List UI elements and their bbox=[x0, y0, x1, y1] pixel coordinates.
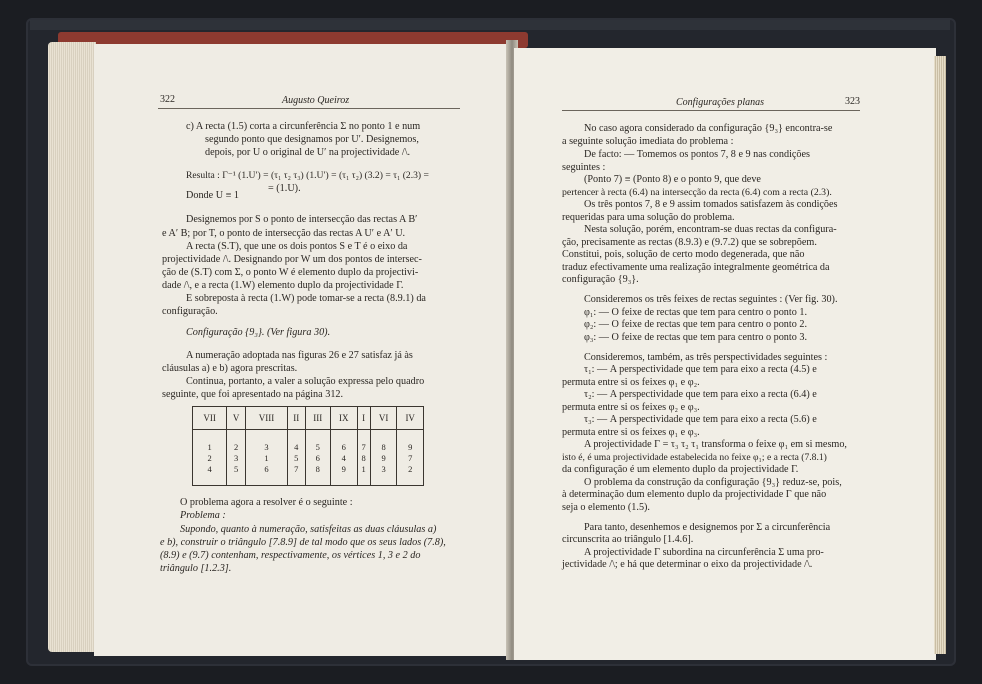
left-line: ção de (S.T) com Σ, o ponto W é elemento duplo da projectivi- bbox=[162, 267, 419, 278]
left-line: A numeração adoptada nas figuras 26 e 27 satisfaz já às bbox=[186, 350, 413, 361]
left-line: (8.9) e (9.7) contenham, respectivamente, os vértices 1, 3 e 2 do bbox=[160, 550, 421, 561]
left-line: E sobreposta à recta (1.W) pode tomar-se a recta (8.9.1) da bbox=[186, 293, 426, 304]
table-cell: 9 bbox=[397, 430, 424, 454]
right-line: A projectividade Γ subordina na circunferência Σ uma pro- bbox=[584, 547, 824, 558]
right-line: Os três pontos 7, 8 e 9 assim tomados satisfazem às condições bbox=[584, 199, 838, 210]
left-line: = (1.U). bbox=[268, 183, 301, 194]
right-page-number: 323 bbox=[845, 96, 860, 107]
left-running-head: Augusto Queiroz bbox=[282, 95, 350, 106]
left-line: seguinte, que foi apresentado na página 312. bbox=[162, 389, 344, 400]
right-line: φ₁: — O feixe de rectas que tem para centro o ponto 1. bbox=[584, 307, 808, 318]
left-line: triângulo [1.2.3]. bbox=[160, 563, 232, 574]
left-line: Designemos por S o ponto de intersecção das rectas A B′ bbox=[186, 214, 418, 225]
table-header-cell: V bbox=[227, 407, 246, 430]
right-line: permuta entre si os feixes φ₁ e φ₃. bbox=[562, 427, 700, 438]
left-line: Donde U ≡ 1 bbox=[186, 190, 239, 201]
right-line: De facto: — Tomemos os pontos 7, 8 e 9 nas condições bbox=[584, 149, 811, 160]
table-cell: 6 bbox=[305, 453, 330, 464]
table-cell: 5 bbox=[287, 453, 305, 464]
table-header-cell: II bbox=[287, 407, 305, 430]
left-line: e A′ B; por T, o ponto de intersecção das rectas A U′ e A′ U. bbox=[162, 228, 406, 239]
left-line: configuração. bbox=[162, 306, 218, 317]
right-line: à determinação dum elemento duplo da projectividade Γ que não bbox=[562, 489, 827, 500]
table-cell: 8 bbox=[370, 430, 397, 454]
left-line: cláusulas a) e b) agora prescritas. bbox=[162, 363, 298, 374]
right-line: A projectividade Γ = τ₃ τ₂ τ₁ transforma o feixe φ₁ em si mesmo, bbox=[584, 439, 847, 450]
table-cell: 1 bbox=[246, 453, 288, 464]
table-header-cell: VIII bbox=[246, 407, 288, 430]
table-cell: 6 bbox=[246, 464, 288, 486]
table-cell: 3 bbox=[370, 464, 397, 486]
right-line: da configuração é um elemento duplo da projectividade Γ. bbox=[562, 464, 799, 475]
table-cell: 4 bbox=[287, 430, 305, 454]
right-line: Consideremos, também, as três perspectividades seguintes : bbox=[584, 352, 828, 363]
right-line: jectividade /\; e há que determinar o eixo da projectividade /\. bbox=[562, 559, 813, 570]
table-cell: 6 bbox=[330, 430, 357, 454]
left-line: e b), construir o triângulo [7.8.9] de tal modo que os seus lados (7.8), bbox=[160, 537, 446, 548]
table-cell: 4 bbox=[193, 464, 227, 486]
table-cell: 1 bbox=[357, 464, 370, 486]
table-header-cell: IX bbox=[330, 407, 357, 430]
cover-texture bbox=[30, 20, 950, 30]
table-cell: 2 bbox=[227, 430, 246, 454]
right-line: seguintes : bbox=[562, 162, 606, 173]
table-cell: 3 bbox=[246, 430, 288, 454]
right-header-rule bbox=[562, 110, 860, 111]
right-line: pertencer à recta (6.4) na intersecção da recta (6.4) com a recta (2.3). bbox=[562, 187, 832, 198]
right-line: seja o elemento (1.5). bbox=[562, 502, 650, 513]
page-stack-left bbox=[48, 42, 96, 652]
table-cell: 5 bbox=[305, 430, 330, 454]
table-header-row bbox=[193, 407, 424, 430]
right-line: O problema da construção da configuração {9₃} reduz-se, pois, bbox=[584, 477, 842, 488]
right-line: isto é, é uma projectividade estabelecida no feixe φ₁; e a recta (7.8.1) bbox=[562, 452, 827, 463]
table-cell: 1 bbox=[193, 430, 227, 454]
right-line: circunscrita ao triângulo [1.4.6]. bbox=[562, 534, 694, 545]
right-line: Nesta solução, porém, encontram-se duas rectas da configura- bbox=[584, 224, 837, 235]
right-line: τ₃: — A perspectividade que tem para eixo a recta (5.6) e bbox=[584, 414, 817, 425]
table-header-cell: VII bbox=[193, 407, 227, 430]
right-line: permuta entre si os feixes φ₁ e φ₂. bbox=[562, 377, 700, 388]
right-running-head: Configurações planas bbox=[676, 97, 765, 108]
right-line: configuração {9₃}. bbox=[562, 274, 639, 285]
left-line: O problema agora a resolver é o seguinte : bbox=[180, 497, 353, 508]
left-page-number: 322 bbox=[160, 94, 175, 105]
table-header-cell: III bbox=[305, 407, 330, 430]
page-edge-right bbox=[934, 56, 946, 654]
right-line: τ₁: — A perspectividade que tem para eixo a recta (4.5) e bbox=[584, 364, 817, 375]
numbering-table bbox=[192, 406, 424, 486]
right-line: Constitui, pois, solução de certo modo degenerada, que não bbox=[562, 249, 805, 260]
right-line: ção, precisamente as rectas (8.9.3) e (9.7.2) que se sobrepõem. bbox=[562, 237, 817, 248]
table-row bbox=[193, 464, 424, 486]
left-header-rule bbox=[158, 108, 460, 109]
table-header-cell: IV bbox=[397, 407, 424, 430]
table-cell: 9 bbox=[370, 453, 397, 464]
left-line: segundo ponto que designamos por U′. Designemos, bbox=[205, 134, 419, 145]
table-header-cell: VI bbox=[370, 407, 397, 430]
right-line: φ₂: — O feixe de rectas que tem para centro o ponto 2. bbox=[584, 319, 808, 330]
table-row bbox=[193, 453, 424, 464]
right-line: requeridas para uma solução do problema. bbox=[562, 212, 735, 223]
table-cell: 4 bbox=[330, 453, 357, 464]
left-line: Resulta : Γ⁻¹ (1.U′) = (τ₁ τ₂ τ₃) (1.U′) = (τ₁ τ₂) (3.2) = τ₁ (2.3) = bbox=[186, 170, 429, 181]
right-line: Consideremos os três feixes de rectas seguintes : (Ver fig. 30). bbox=[584, 294, 838, 305]
table-cell: 7 bbox=[287, 464, 305, 486]
table-cell: 9 bbox=[330, 464, 357, 486]
left-line: depois, por U o original de U′ na projectividade /\. bbox=[205, 147, 411, 158]
left-line: projectividade /\. Designando por W um dos pontos de intersec- bbox=[162, 254, 422, 265]
left-line: c) A recta (1.5) corta a circunferência Σ no ponto 1 e num bbox=[186, 121, 421, 132]
right-line: (Ponto 7) ≡ (Ponto 8) e o ponto 9, que deve bbox=[584, 174, 761, 185]
left-line: dade /\, e a recta (1.W) elemento duplo da projectividade Γ. bbox=[162, 280, 404, 291]
table-cell: 8 bbox=[305, 464, 330, 486]
left-line: A recta (S.T), que une os dois pontos S e T é o eixo da bbox=[186, 241, 408, 252]
left-line: Problema : bbox=[180, 510, 226, 521]
table-row bbox=[193, 430, 424, 454]
right-line: a seguinte solução imediata do problema : bbox=[562, 136, 734, 147]
right-line: No caso agora considerado da configuração {9₃} encontra-se bbox=[584, 123, 833, 134]
right-line: τ₂: — A perspectividade que tem para eixo a recta (6.4) e bbox=[584, 389, 817, 400]
table-cell: 2 bbox=[397, 464, 424, 486]
table-cell: 5 bbox=[227, 464, 246, 486]
left-line: Configuração {9₃}. (Ver figura 30). bbox=[186, 327, 331, 338]
right-line: Para tanto, desenhemos e designemos por Σ a circunferência bbox=[584, 522, 831, 533]
left-line: Supondo, quanto à numeração, satisfeitas as duas cláusulas a) bbox=[180, 524, 437, 535]
table-header-cell: I bbox=[357, 407, 370, 430]
right-line: permuta entre si os feixes φ₂ e φ₃. bbox=[562, 402, 700, 413]
right-line: traduz efectivamente uma realização integralmente geométrica da bbox=[562, 262, 830, 273]
table-cell: 7 bbox=[397, 453, 424, 464]
table-cell: 8 bbox=[357, 453, 370, 464]
table-cell: 3 bbox=[227, 453, 246, 464]
table-cell: 7 bbox=[357, 430, 370, 454]
right-line: φ₃: — O feixe de rectas que tem para centro o ponto 3. bbox=[584, 332, 808, 343]
left-line: Continua, portanto, a valer a solução expressa pelo quadro bbox=[186, 376, 425, 387]
table-cell: 2 bbox=[193, 453, 227, 464]
